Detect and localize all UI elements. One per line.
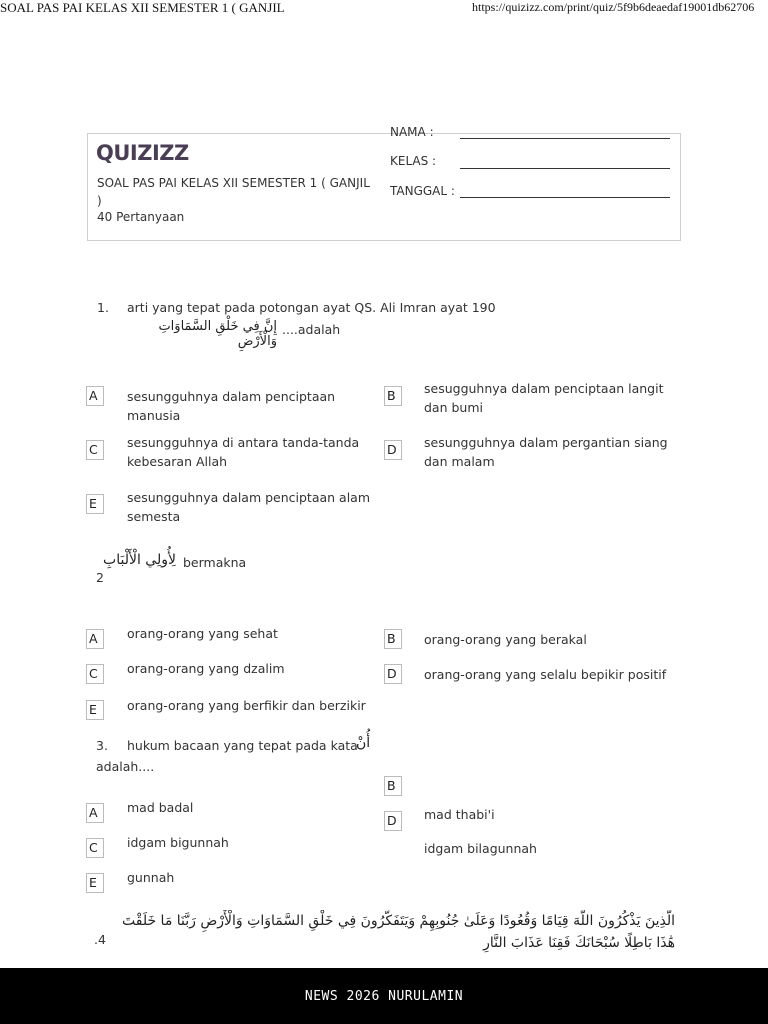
q3-option-a-letter[interactable]: A bbox=[86, 803, 104, 823]
quiz-name: SOAL PAS PAI KELAS XII SEMESTER 1 ( GANJIL ) bbox=[97, 176, 370, 208]
date-field-line[interactable] bbox=[460, 197, 670, 198]
q3-option-c-letter[interactable]: C bbox=[86, 838, 104, 858]
question-1-number: 1. bbox=[97, 300, 109, 315]
question-4-number: .4 bbox=[94, 932, 106, 947]
print-page-url[interactable]: https://quizizz.com/print/quiz/5f9b6deaedaf19001db62706 bbox=[472, 0, 755, 14]
q1-option-c-text[interactable]: sesungguhnya di antara tanda-tanda kebesaran Allah bbox=[127, 435, 360, 469]
q1-option-d-letter[interactable]: D bbox=[384, 440, 402, 460]
question-2-number: 2 bbox=[96, 570, 104, 585]
name-field-line[interactable] bbox=[460, 138, 670, 139]
q2-option-b-letter[interactable]: B bbox=[384, 629, 402, 649]
question-4-arabic: الَّذِينَ يَذْكُرُونَ اللَّهَ قِيَامًا وَقُعُودًا وَعَلَىٰ جُنُوبِهِمْ وَيَتَفَكَّرُونَ فِي خَلْقِ السَّمَاوَاتِ وَالْأَرْضِ رَبَّنَا مَا خَلَقْتَ هَٰذَا بَاطِلًا سُبْحَانَكَ فَقِنَا عَذَابَ النَّارِ bbox=[121, 913, 675, 951]
q2-option-a-text[interactable]: orang-orang yang sehat bbox=[127, 626, 278, 641]
q2-option-c-letter[interactable]: C bbox=[86, 664, 104, 684]
date-field-label: TANGGAL : bbox=[390, 184, 455, 198]
q2-option-b-text[interactable]: orang-orang yang berakal bbox=[424, 632, 587, 647]
question-3-suffix: adalah.... bbox=[96, 759, 155, 774]
question-2-text: bermakna bbox=[183, 555, 247, 570]
question-count: 40 Pertanyaan bbox=[97, 210, 185, 224]
footer-text: NEWS 2026 NURULAMIN bbox=[304, 989, 464, 1004]
q2-option-d-text[interactable]: orang-orang yang selalu bepikir positif bbox=[424, 667, 667, 682]
q3-option-d-text[interactable]: mad thabi'i bbox=[424, 807, 495, 822]
question-3-text: hukum bacaan yang tepat pada kata bbox=[127, 738, 358, 753]
quizizz-logo: QUIZIZZ bbox=[96, 141, 189, 165]
name-field-label: NAMA : bbox=[390, 125, 434, 139]
q1-option-c-letter[interactable]: C bbox=[86, 440, 104, 460]
q1-option-b-text[interactable]: sesugguhnya dalam penciptaan langit dan bumi bbox=[424, 381, 664, 415]
q2-option-d-letter[interactable]: D bbox=[384, 664, 402, 684]
q2-option-c-text[interactable]: orang-orang yang dzalim bbox=[127, 661, 285, 676]
q1-option-e-text[interactable]: sesungguhnya dalam penciptaan alam semesta bbox=[127, 490, 371, 524]
q3-option-c-text[interactable]: idgam bigunnah bbox=[127, 835, 229, 850]
q3-option-e-text[interactable]: gunnah bbox=[127, 870, 175, 885]
q3-option-d-letter[interactable]: D bbox=[384, 811, 402, 831]
q1-option-b-letter[interactable]: B bbox=[384, 386, 402, 406]
q2-option-e-letter[interactable]: E bbox=[86, 700, 104, 720]
question-3-arabic: أُنْ bbox=[356, 735, 371, 751]
q3-option-b-letter[interactable]: B bbox=[384, 776, 402, 796]
q2-option-a-letter[interactable]: A bbox=[86, 629, 104, 649]
question-3-number: 3. bbox=[96, 738, 108, 753]
q1-option-d-text[interactable]: sesungguhnya dalam pergantian siang dan malam bbox=[424, 435, 668, 469]
q3-option-b-text[interactable]: idgam bilagunnah bbox=[424, 841, 537, 856]
question-1-text: arti yang tepat pada potongan ayat QS. Ali Imran ayat 190 bbox=[127, 300, 496, 315]
question-1-suffix: ....adalah bbox=[282, 322, 341, 337]
question-2-arabic: لِأُولِي الْأَلْبَابِ bbox=[103, 552, 176, 568]
class-field-line[interactable] bbox=[460, 168, 670, 169]
q1-option-a-text[interactable]: sesungguhnya dalam penciptaan manusia bbox=[127, 389, 336, 423]
q3-option-a-text[interactable]: mad badal bbox=[127, 800, 194, 815]
q3-option-e-letter[interactable]: E bbox=[86, 873, 104, 893]
q2-option-e-text[interactable]: orang-orang yang berfikir dan berzikir bbox=[127, 698, 366, 713]
print-page-title: SOAL PAS PAI KELAS XII SEMESTER 1 ( GANJIL bbox=[0, 0, 285, 15]
question-1-arabic: إِنَّ فِي خَلْقِ السَّمَاوَاتِ وَالْأَرْضِ bbox=[158, 319, 277, 349]
q1-option-e-letter[interactable]: E bbox=[86, 494, 104, 514]
q1-option-a-letter[interactable]: A bbox=[86, 386, 104, 406]
class-field-label: KELAS : bbox=[390, 154, 437, 168]
